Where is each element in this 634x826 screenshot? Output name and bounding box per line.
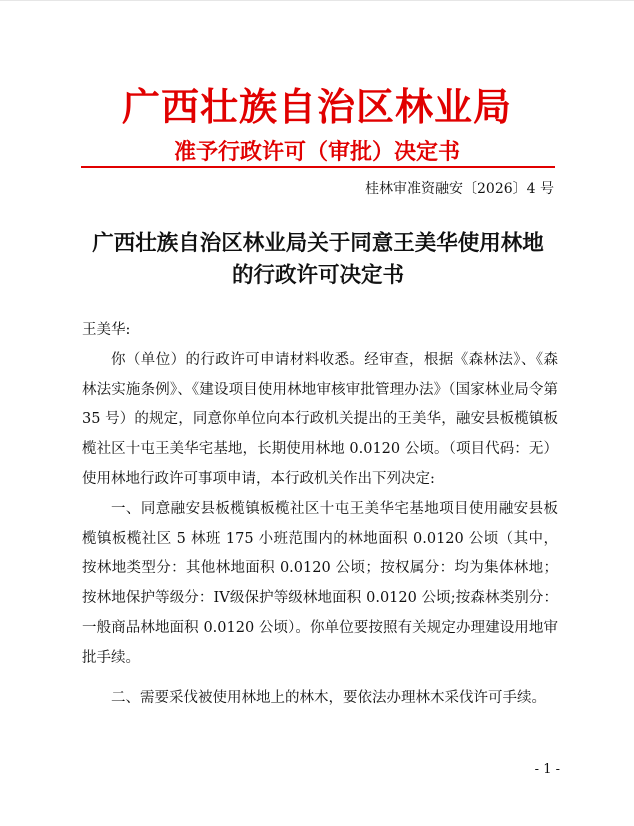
paragraph-intro: 你（单位）的行政许可申请材料收悉。经审查，根据《森林法》、《森林法实施条例》、《建设项目使用林地审核审批管理办法》（国家林业局令第 35 号）的规定，同意你单位向本行政机关提出的王美华，融安县板榄镇板榄社区十屯王美华宅基地，长期使用林地 0.0120 公顷。（项目代码：无）使用林地行政许可事项申请，本行政机关作出下列决定: [82,351,558,487]
document-number: 桂林审准资融安〔2026〕4 号 [365,181,554,197]
paragraph-decision-1: 一、同意融安县板榄镇板榄社区十屯王美华宅基地项目使用融安县板榄镇板榄社区 5 林班 175 小班范围内的林地面积 0.0120 公顷（其中，按林地类型分：其他林地面积 0.0120 公顷；按权属分：均为集体林地；按林地保护等级分：IV级保护等级林地面积 0.0120 公顷;按森林类别分：一般商品林地面积 0.0120 公顷）。你单位要按照有关规定办理建设用地审批手续。 [82,500,558,666]
document-title: 广西壮族自治区林业局关于同意王美华使用林地的行政许可决定书 [92,231,544,288]
page-number: - 1 - [534,762,560,777]
decision-type-heading: 准予行政许可（审批）决定书 [173,139,460,165]
red-divider-line [81,166,555,168]
paragraph-gap [82,674,558,684]
agency-name-heading: 广西壮族自治区林业局 [121,84,512,129]
addressee: 王美华: [82,322,131,338]
paragraph-decision-2: 二、需要采伐被使用林地上的林木，要依法办理林木采伐许可手续。 [111,689,546,706]
page-edge [0,0,634,1]
document-body [82,316,558,713]
